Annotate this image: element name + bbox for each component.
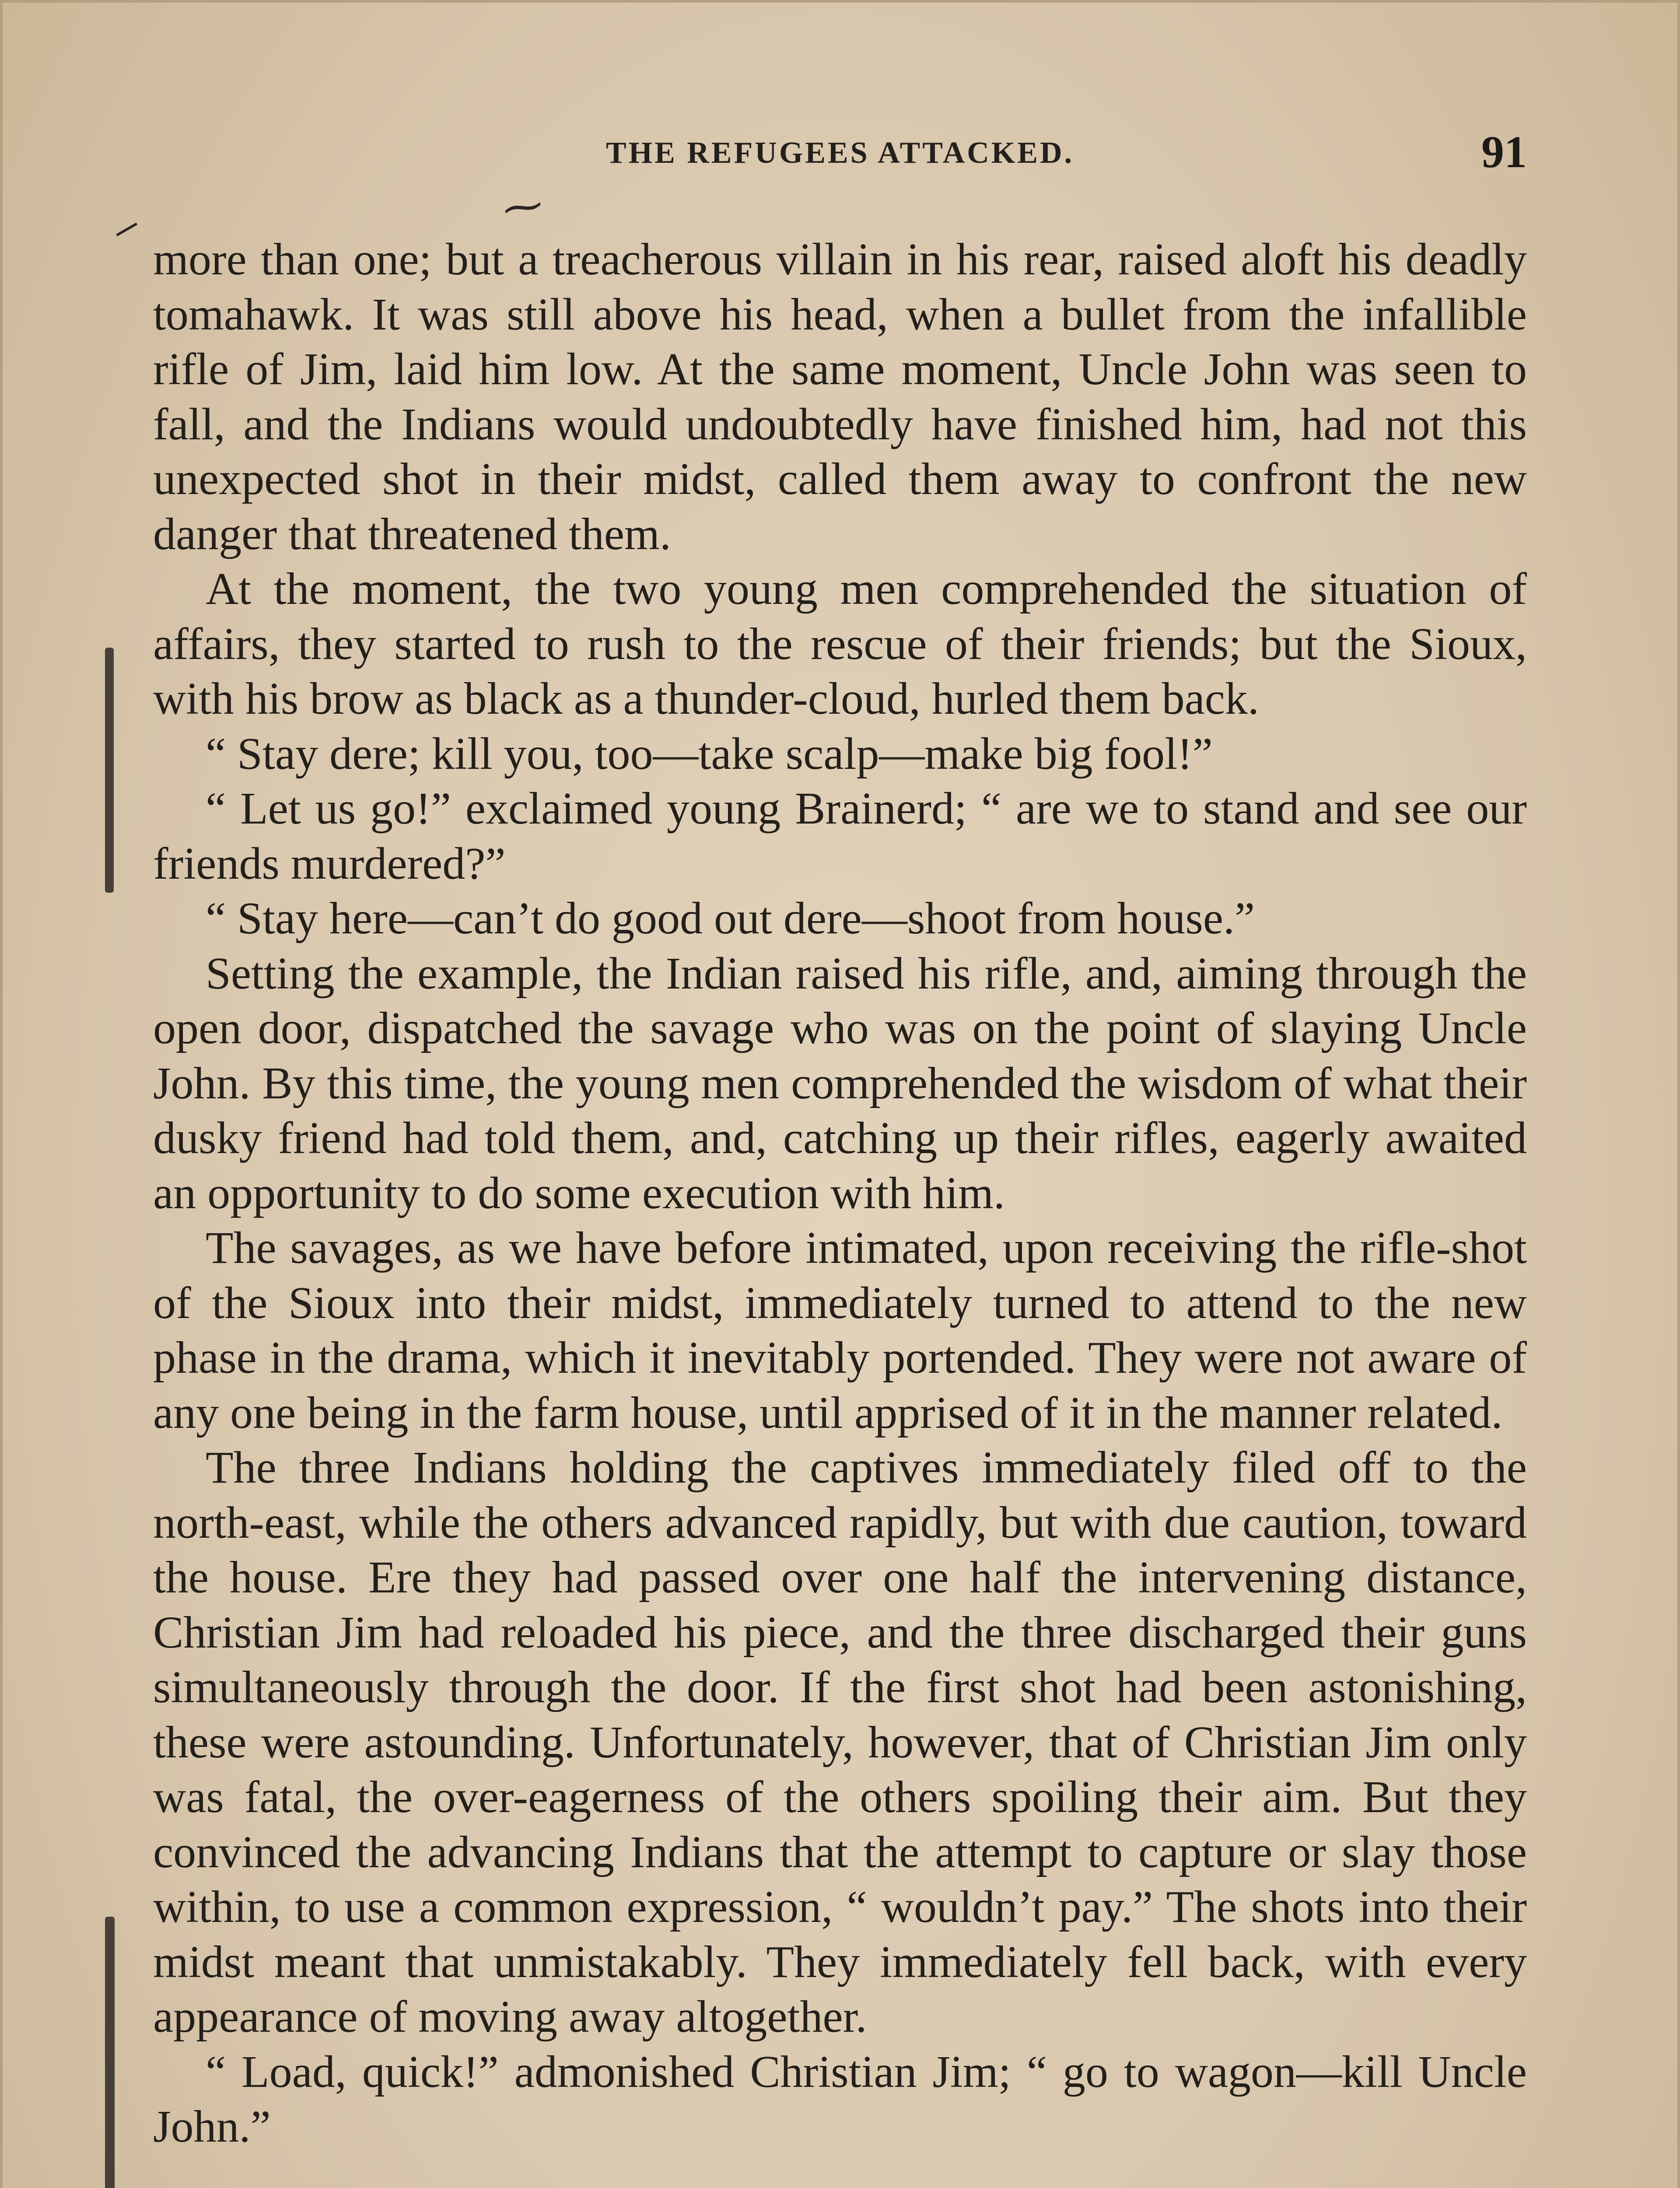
margin-bar-upper xyxy=(105,648,114,893)
paragraph-6: Setting the example, the Indian raised his rifle, and, aiming through the open door, dispatched the savage who was on the point of slaying Uncle John. By this time, the young men comprehended the wisdom of what their dusky friend had told them, and, catching up their rifles, eagerly awaited an opportunity to do some execution with him. xyxy=(153,948,1527,1218)
paragraph-9: “ Load, quick!” admonished Christian Jim; “ go to wagon—kill Uncle John.” xyxy=(153,2046,1527,2152)
ink-smudge-icon: ⁓ xyxy=(500,181,546,232)
body-text xyxy=(153,232,1527,2154)
paragraph-8: The three Indians holding the captives immediately filed off to the north-east, while the others advanced rapidly, but with due caution, toward the house. Ere they had passed over one half the intervening distance, Christian Jim had reloaded his piece, and the three discharged their guns simultaneously through the door. If the first shot had been astonishing, these were astounding. Unfortunately, however, that of Christian Jim only was fatal, the over-eagerness of the others spoiling their aim. But they convinced the advancing Indians that the attempt to capture or slay those within, to use a common expression, “ wouldn’t pay.” The shots into their midst meant that unmistakably. They immediately fell back, with every appearance of moving away altogether. xyxy=(153,1442,1527,2042)
printer-mark-icon: ⸝ xyxy=(111,188,149,249)
running-title: THE REFUGEES ATTACKED. xyxy=(606,136,1074,170)
paragraph-4: “ Let us go!” exclaimed young Brainerd; “ are we to stand and see our friends murdered?” xyxy=(153,783,1527,889)
page-number: 91 xyxy=(1481,127,1527,177)
margin-bar-lower xyxy=(105,1917,115,2188)
running-head xyxy=(153,127,1527,184)
paragraph-3: “ Stay dere; kill you, too—take scalp—make big fool!” xyxy=(206,728,1213,779)
paragraph-2: At the moment, the two young men comprehended the situation of affairs, they started to rush to the rescue of their friends; but the Sioux, with his brow as black as a thunder-cloud, hurled them back. xyxy=(153,564,1527,724)
paragraph-1: more than one; but a treacherous villain in his rear, raised aloft his deadly tomahawk. It was still above his head, when a bullet from the infallible rifle of Jim, laid him low. At the same moment, Uncle John was seen to fall, and the Indians would undoubtedly have finished him, had not this unexpected shot in their midst, called them away to confront the new danger that threatened them. xyxy=(153,234,1527,559)
paragraph-7: The savages, as we have before intimated, upon receiving the rifle-shot of the Sioux into their midst, immediately turned to attend to the new phase in the drama, which it inevitably portended. They were not aware of any one being in the farm house, until apprised of it in the manner related. xyxy=(153,1223,1527,1438)
paragraph-5: “ Stay here—can’t do good out dere—shoot from house.” xyxy=(206,893,1255,943)
